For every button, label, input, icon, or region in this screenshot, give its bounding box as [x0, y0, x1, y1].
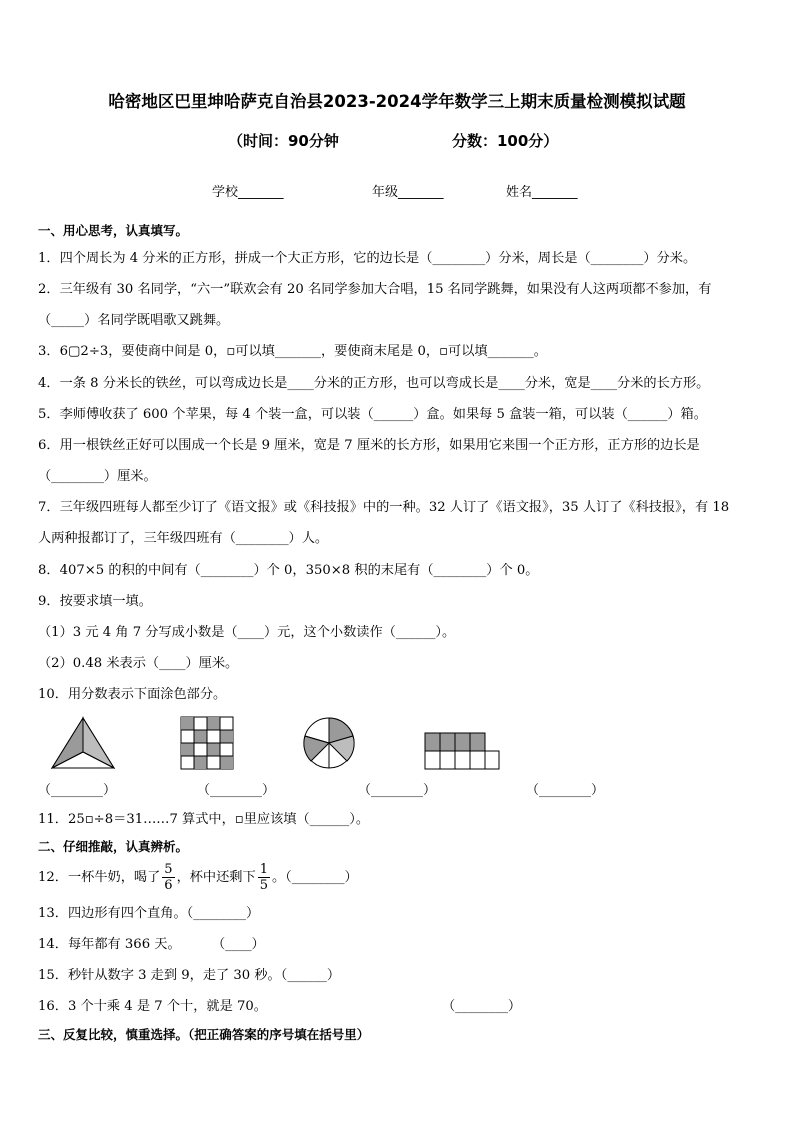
- question-16: 16．3 个十乘 4 是 7 个十，就是 70。: [38, 999, 267, 1014]
- question-5: 5．李师傅收获了 600 个苹果，每 4 个装一盒，可以装（______）盒。如果每 5 盒装一箱，可以装（______）箱。: [38, 407, 707, 422]
- page-title: 哈密地区巴里坤哈萨克自治县2023-2024学年数学三上期末质量检测模拟试题: [108, 92, 686, 111]
- question-10: 10．用分数表示下面涂色部分。: [38, 687, 227, 702]
- question-16-blank: （________）: [442, 999, 522, 1014]
- fraction-denominator: 6: [164, 878, 173, 893]
- fraction-numerator: 5: [164, 862, 173, 877]
- question-14: 14．每年都有 366 天。: [38, 937, 181, 952]
- question-6-line-2: （________）厘米。: [38, 469, 157, 484]
- question-12: [38, 862, 358, 893]
- circle-figure: [302, 716, 356, 770]
- question-14-blank: （____）: [212, 937, 265, 952]
- question-12-end: 。（________）: [271, 870, 358, 885]
- question-7-line-1: 7．三年级四班每人都至少订了《语文报》或《科技报》中的一种。32 人订了《语文报》，35 人订了《科技报》，有 18: [38, 500, 730, 515]
- fraction-denominator: 5: [259, 878, 268, 893]
- total-score: 分数：100分）: [452, 132, 559, 150]
- name-field: 姓名_______: [506, 185, 578, 200]
- bar-figure: [424, 732, 500, 770]
- question-12-text: 12．一杯牛奶，喝了: [38, 870, 161, 885]
- grid-figure: [180, 716, 234, 770]
- section-2-heading: 二、仔细推敲，认真辨析。: [38, 839, 189, 854]
- answer-blank-4: （________）: [526, 783, 605, 798]
- section-1-heading: 一、用心思考，认真填写。: [38, 223, 189, 238]
- question-3: 3．6▢2÷3，要使商中间是 0，▫可以填_______，要使商末尾是 0，▫可以填_______。: [38, 344, 547, 359]
- fraction-numerator: 1: [259, 862, 268, 877]
- question-11: 11．25▫÷8＝31……7 算式中，▫里应该填（______）。: [38, 812, 370, 827]
- fraction-one-fifth: [258, 862, 270, 893]
- question-2-line-1: 2．三年级有 30 名同学，“六一”联欢会有 20 名同学参加大合唱，15 名同学跳舞，如果没有人这两项都不参加，有: [38, 282, 712, 297]
- question-8: 8．407×5 的积的中间有（________）个 0，350×8 积的末尾有（________）个 0。: [38, 563, 539, 578]
- question-6-line-1: 6．用一根铁丝正好可以围成一个长是 9 厘米，宽是 7 厘米的长方形，如果用它来围一个正方形，正方形的边长是: [38, 438, 700, 453]
- answer-blank-1: （________）: [38, 783, 117, 798]
- question-7-line-2: 人两种报都订了，三年级四班有（________）人。: [38, 531, 329, 546]
- question-2-line-2: （_____）名同学既唱歌又跳舞。: [38, 313, 230, 328]
- fraction-five-sixths: [162, 862, 174, 893]
- question-4: 4．一条 8 分米长的铁丝，可以弯成边长是____分米的正方形，也可以弯成长是____分米，宽是____分米的长方形。: [38, 376, 710, 391]
- question-9: 9．按要求填一填。: [38, 594, 152, 609]
- time-limit: （时间：90分钟: [228, 132, 339, 150]
- triangle-figure: [50, 716, 116, 770]
- question-9-part-1: （1）3 元 4 角 7 分写成小数是（____）元，这个小数读作（______）。: [38, 625, 456, 640]
- answer-blank-2: （________）: [197, 783, 276, 798]
- question-1: 1．四个周长为 4 分米的正方形，拼成一个大正方形，它的边长是（________）分米，周长是（________）分米。: [38, 251, 697, 266]
- answer-blank-3: （________）: [358, 783, 437, 798]
- section-3-heading: 三、反复比较，慎重选择。（把正确答案的序号填在括号里）: [38, 1027, 370, 1042]
- question-13: 13．四边形有四个直角。（________）: [38, 906, 260, 921]
- question-9-part-2: （2）0.48 米表示（____）厘米。: [38, 656, 239, 671]
- question-12-middle: ，杯中还剩下: [176, 870, 256, 885]
- question-15: 15．秒针从数字 3 走到 9，走了 30 秒。（______）: [38, 968, 341, 983]
- school-field: 学校_______: [212, 185, 284, 200]
- grade-field: 年级_______: [372, 185, 444, 200]
